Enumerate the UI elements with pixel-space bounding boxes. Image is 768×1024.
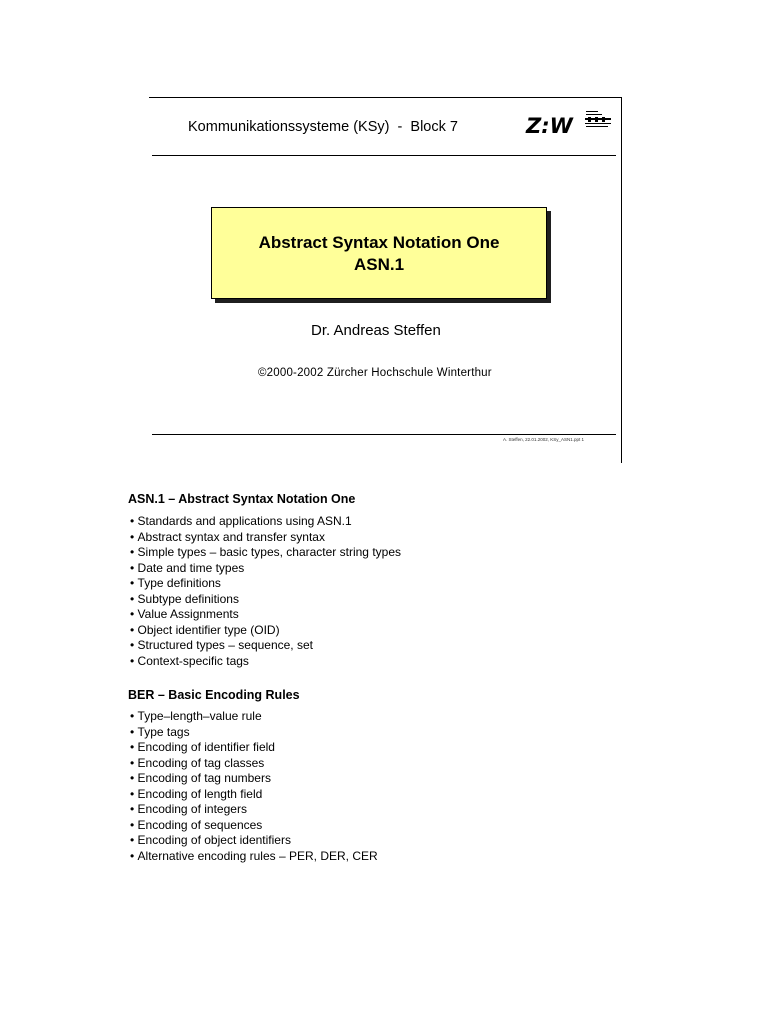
list-item: • Encoding of integers — [130, 802, 378, 818]
list-item: • Date and time types — [130, 561, 401, 577]
copyright-notice: ©2000-2002 Zürcher Hochschule Winterthur — [258, 367, 492, 379]
list-item: • Object identifier type (OID) — [130, 623, 401, 639]
header-divider — [152, 155, 616, 156]
list-item: • Encoding of object identifiers — [130, 833, 378, 849]
list-item: • Subtype definitions — [130, 592, 401, 608]
list-item: • Encoding of tag numbers — [130, 771, 378, 787]
list-item: • Type tags — [130, 725, 378, 741]
slide-top-border — [149, 97, 622, 98]
list-item: • Alternative encoding rules – PER, DER, CER — [130, 849, 378, 865]
slide-right-border — [621, 97, 622, 463]
slide-header-title: Kommunikationssysteme (KSy) - Block 7 — [188, 119, 458, 135]
ber-topic-list — [130, 709, 378, 864]
list-item: • Encoding of length field — [130, 787, 378, 803]
footer-divider — [152, 434, 616, 435]
asn1-topic-list — [130, 514, 401, 669]
section-heading-ber: BER – Basic Encoding Rules — [128, 688, 300, 702]
list-item: • Encoding of tag classes — [130, 756, 378, 772]
list-item: • Type–length–value rule — [130, 709, 378, 725]
zhw-logo — [526, 109, 612, 141]
list-item: • Abstract syntax and transfer syntax — [130, 530, 401, 546]
slide-footer: A. Steffen, 22.01.2002, KSy_ASN1.ppt 1 — [503, 437, 584, 442]
title-box — [211, 207, 547, 299]
section-heading-asn1: ASN.1 – Abstract Syntax Notation One — [128, 492, 356, 506]
list-item: • Simple types – basic types, character string types — [130, 545, 401, 561]
list-item: • Encoding of identifier field — [130, 740, 378, 756]
list-item: • Standards and applications using ASN.1 — [130, 514, 401, 530]
author-name: Dr. Andreas Steffen — [311, 322, 441, 339]
list-item: • Structured types – sequence, set — [130, 638, 401, 654]
slide-main-title: Abstract Syntax Notation One — [258, 233, 500, 252]
slide-main-subtitle: ASN.1 — [353, 255, 405, 274]
logo-text: Z:W — [526, 114, 573, 138]
list-item: • Type definitions — [130, 576, 401, 592]
logo-mark-icon — [584, 109, 612, 133]
list-item: • Value Assignments — [130, 607, 401, 623]
list-item: • Encoding of sequences — [130, 818, 378, 834]
list-item: • Context-specific tags — [130, 654, 401, 670]
